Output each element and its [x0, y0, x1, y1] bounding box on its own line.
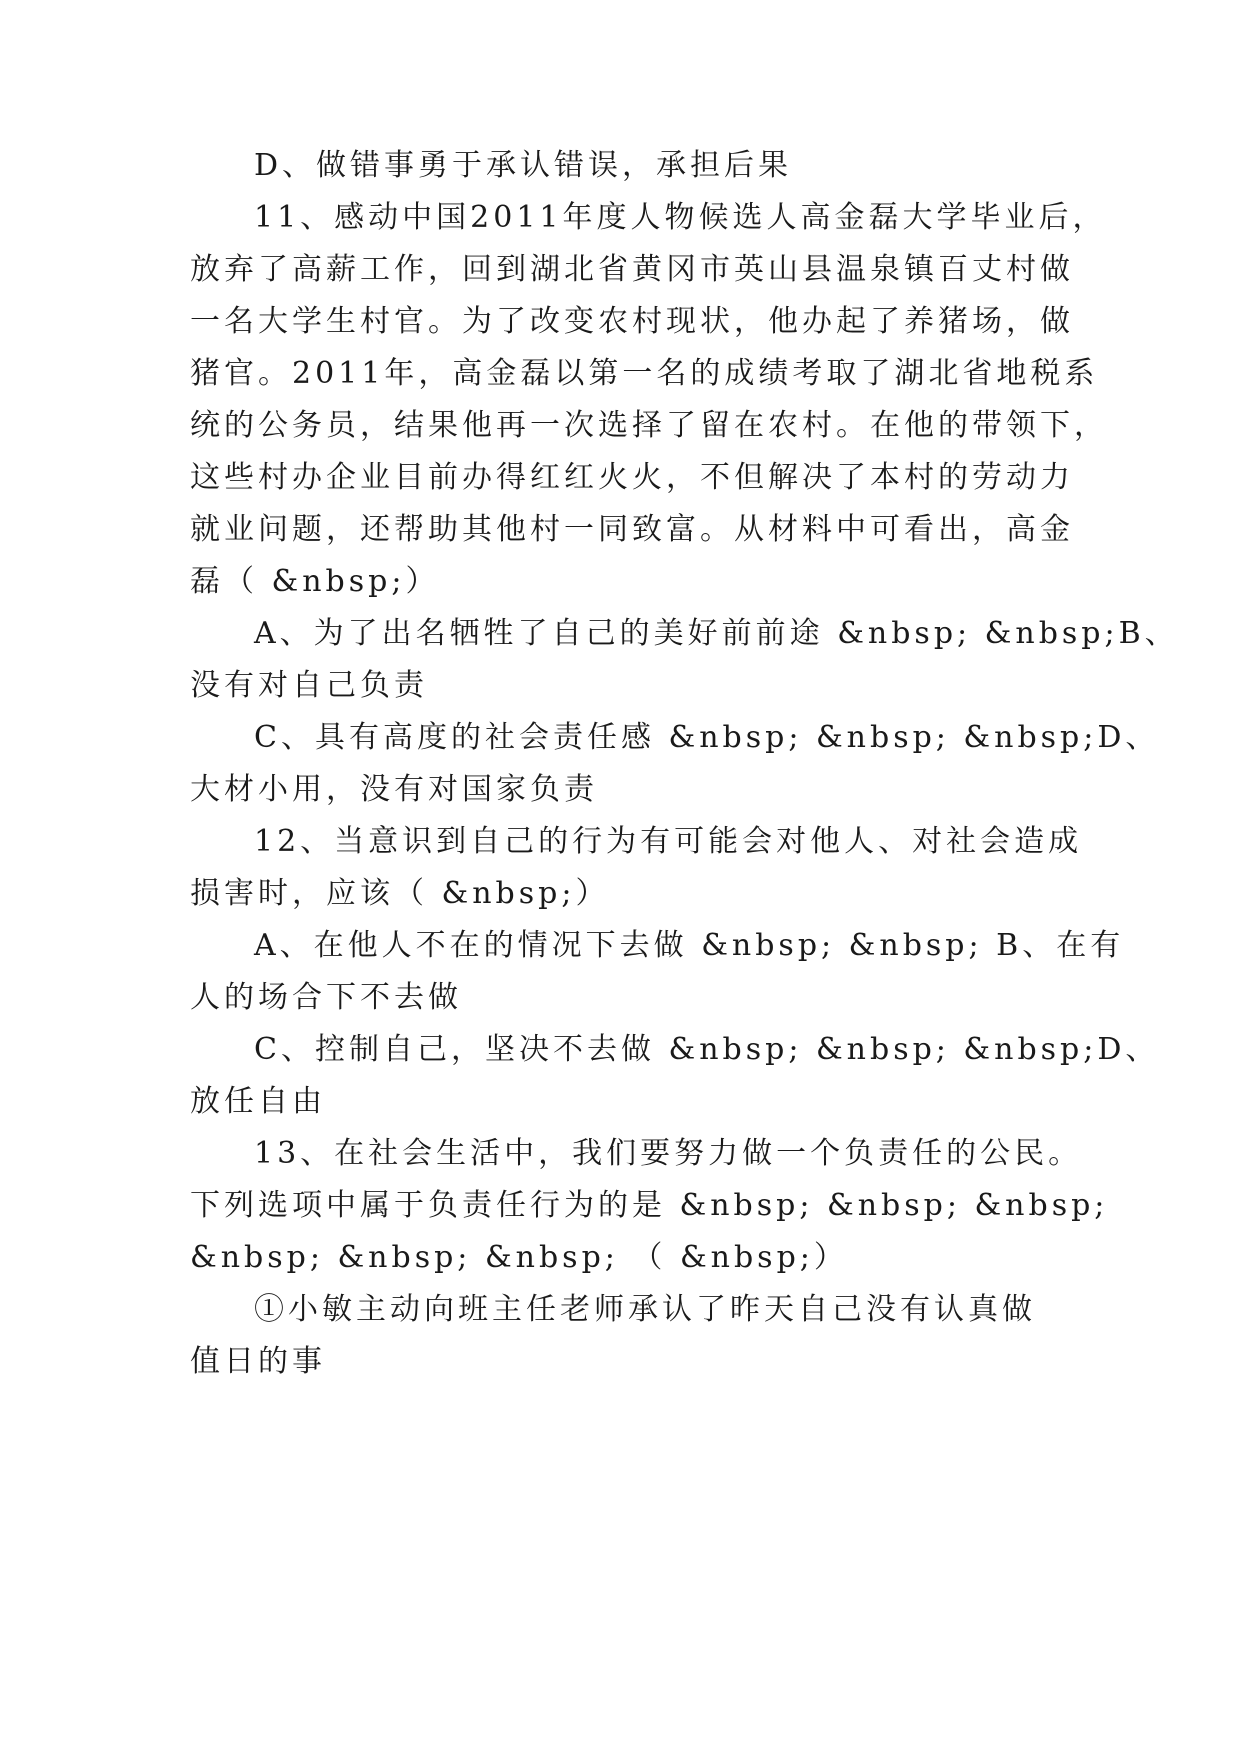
- option-ab-q12: A、在他人不在的情况下去做 &nbsp; &nbsp; B、在有: [254, 928, 1125, 963]
- option-b-q12-cont: 人的场合下不去做: [190, 980, 462, 1015]
- option-d-q10: D、做错事勇于承认错误，承担后果: [254, 148, 793, 183]
- question-11-line-6: 这些村办企业目前办得红红火火，不但解决了本村的劳动力: [190, 460, 1074, 495]
- question-11-line-3: 一名大学生村官。为了改变农村现状，他办起了养猪场，做: [190, 304, 1074, 339]
- question-13-line-3: &nbsp; &nbsp; &nbsp; （ &nbsp;）: [190, 1240, 848, 1275]
- question-11-line-2: 放弃了高薪工作，回到湖北省黄冈市英山县温泉镇百丈村做: [190, 252, 1074, 287]
- question-11-line-4: 猪官。2011年，高金磊以第一名的成绩考取了湖北省地税系: [190, 356, 1099, 391]
- option-cd-q11: C、具有高度的社会责任感 &nbsp; &nbsp; &nbsp;D、: [254, 720, 1160, 755]
- option-d-q12-cont: 放任自由: [190, 1084, 326, 1119]
- question-13-line-1: 13、在社会生活中，我们要努力做一个负责任的公民。: [254, 1136, 1083, 1171]
- option-d-q11-cont: 大材小用，没有对国家负责: [190, 772, 598, 807]
- option-cd-q12: C、控制自己，坚决不去做 &nbsp; &nbsp; &nbsp;D、: [254, 1032, 1160, 1067]
- question-12-line-1: 12、当意识到自己的行为有可能会对他人、对社会造成: [254, 824, 1083, 859]
- question-11-line-8: 磊（ &nbsp;）: [190, 564, 440, 599]
- question-11-line-7: 就业问题，还帮助其他村一同致富。从材料中可看出，高金: [190, 512, 1074, 547]
- option-b-q11-cont: 没有对自己负责: [190, 668, 428, 703]
- statement-1-line-2: 值日的事: [190, 1344, 326, 1379]
- question-11-line-1: 11、感动中国2011年度人物候选人高金磊大学毕业后，: [254, 200, 1107, 235]
- question-13-line-2: 下列选项中属于负责任行为的是 &nbsp; &nbsp; &nbsp;: [190, 1188, 1109, 1223]
- question-11-line-5: 统的公务员，结果他再一次选择了留在农村。在他的带领下，: [190, 408, 1108, 443]
- question-12-line-2: 损害时，应该（ &nbsp;）: [190, 876, 610, 911]
- statement-1-line-1: ①小敏主动向班主任老师承认了昨天自己没有认真做: [254, 1292, 1036, 1327]
- option-ab-q11: A、为了出名牺牲了自己的美好前前途 &nbsp; &nbsp;B、: [254, 616, 1179, 651]
